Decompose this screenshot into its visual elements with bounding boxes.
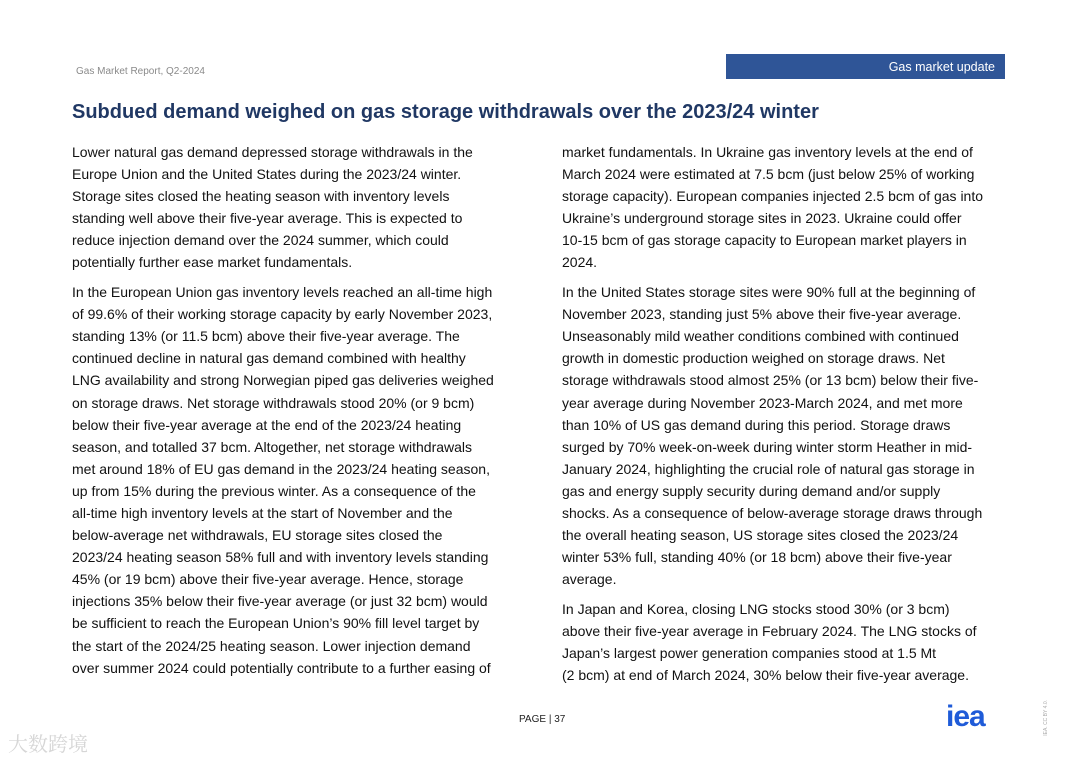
text-line: average.: [562, 571, 617, 588]
text-line: LNG availability and strong Norwegian piped gas deliveries weighed: [72, 372, 494, 389]
text-line: continued decline in natural gas demand combined with healthy: [72, 350, 466, 367]
text-line: surged by 70% week-on-week during winter storm Heather in mid-: [562, 438, 973, 455]
text-line: 2023/24 heating season 58% full and with inventory levels standing: [72, 549, 489, 566]
text-line: Unseasonably mild weather conditions combined with continued: [562, 328, 959, 345]
paragraph: [562, 281, 1022, 590]
text-line: March 2024 were estimated at 7.5 bcm (just below 25% of working: [562, 166, 975, 183]
text-line: potentially further ease market fundamentals.: [72, 254, 353, 271]
license-text: IEA. CC BY 4.0.: [1043, 700, 1049, 736]
iea-logo: iea: [946, 700, 985, 733]
text-line: November 2023, standing just 5% above their five-year average.: [562, 306, 962, 323]
text-line: be sufficient to reach the European Union’s 90% fill level target by: [72, 615, 480, 632]
text-line: above their five-year average in February 2024. The LNG stocks of: [562, 622, 977, 639]
text-line: Ukraine’s underground storage sites in 2023. Ukraine could offer: [562, 210, 962, 227]
watermark: 大数跨境: [8, 734, 88, 756]
text-line: Lower natural gas demand depressed storage withdrawals in the: [72, 144, 473, 160]
text-line: the overall heating season, US storage sites closed the 2023/24: [562, 527, 959, 544]
paragraph: [72, 281, 532, 679]
text-line: up from 15% during the previous winter. As a consequence of the: [72, 482, 476, 499]
text-line: storage capacity). European companies injected 2.5 bcm of gas into: [562, 188, 984, 205]
text-line: 2024.: [562, 254, 598, 271]
text-line: Storage sites closed the heating season with inventory levels: [72, 188, 450, 205]
text-line: gas and energy supply security during demand and/or supply: [562, 482, 941, 499]
text-line: below their five-year average at the end of the 2023/24 heating: [72, 416, 462, 433]
text-line: reduce injection demand over the 2024 summer, which could: [72, 232, 449, 249]
text-line: all-time high inventory levels at the start of November and the: [72, 505, 453, 521]
text-line: Japan’s largest power generation companies stood at 1.5 Mt: [562, 645, 937, 662]
text-line: (2 bcm) at end of March 2024, 30% below their five-year average.: [562, 667, 969, 684]
paragraph: [562, 598, 1022, 686]
paragraph: [72, 141, 532, 274]
section-banner: Gas market update: [726, 54, 1005, 79]
page-number: PAGE | 37: [519, 714, 566, 725]
left-column: [72, 141, 532, 686]
text-line: storage withdrawals stood almost 25% (or 13 bcm) below their five-: [562, 372, 979, 389]
text-line: 45% (or 19 bcm) above their five-year average. Hence, storage: [72, 571, 464, 588]
report-name: Gas Market Report, Q2-2024: [76, 66, 205, 77]
right-column: [562, 141, 1022, 694]
text-line: In the United States storage sites were 90% full at the beginning of: [562, 284, 976, 301]
text-line: Europe Union and the United States during the 2023/24 winter.: [72, 166, 462, 183]
text-line: shocks. As a consequence of below-average storage draws through: [562, 505, 983, 521]
text-line: growth in domestic production weighed on storage draws. Net: [562, 350, 945, 367]
text-line: In Japan and Korea, closing LNG stocks stood 30% (or 3 bcm): [562, 600, 950, 617]
text-line: market fundamentals. In Ukraine gas inventory levels at the end of: [562, 144, 973, 160]
text-line: year average during November 2023-March 2024, and met more: [562, 394, 963, 411]
text-line: standing well above their five-year average. This is expected to: [72, 210, 463, 227]
paragraph: [562, 141, 1022, 274]
text-line: below-average net withdrawals, EU storage sites closed the: [72, 527, 443, 544]
text-line: winter 53% full, standing 40% (or 18 bcm) above their five-year: [562, 549, 952, 566]
text-line: standing 13% (or 11.5 bcm) above their five-year average. The: [72, 328, 460, 345]
text-line: the start of the 2024/25 heating season. Lower injection demand: [72, 637, 471, 654]
text-line: injections 35% below their five-year average (or just 32 bcm) would: [72, 593, 488, 610]
text-line: over summer 2024 could potentially contribute to a further easing of: [72, 659, 491, 676]
page-title: Subdued demand weighed on gas storage withdrawals over the 2023/24 winter: [72, 101, 819, 123]
text-line: 10-15 bcm of gas storage capacity to European market players in: [562, 232, 967, 249]
text-line: of 99.6% of their working storage capacity by early November 2023,: [72, 306, 493, 323]
text-line: January 2024, highlighting the crucial role of natural gas storage in: [562, 460, 975, 477]
text-line: than 10% of US gas demand during this period. Storage draws: [562, 416, 951, 433]
text-line: In the European Union gas inventory levels reached an all-time high: [72, 284, 493, 301]
text-line: on storage draws. Net storage withdrawals stood 20% (or 9 bcm): [72, 394, 475, 411]
text-line: season, and totalled 37 bcm. Altogether, net storage withdrawals: [72, 438, 473, 455]
text-line: met around 18% of EU gas demand in the 2023/24 heating season,: [72, 460, 490, 477]
